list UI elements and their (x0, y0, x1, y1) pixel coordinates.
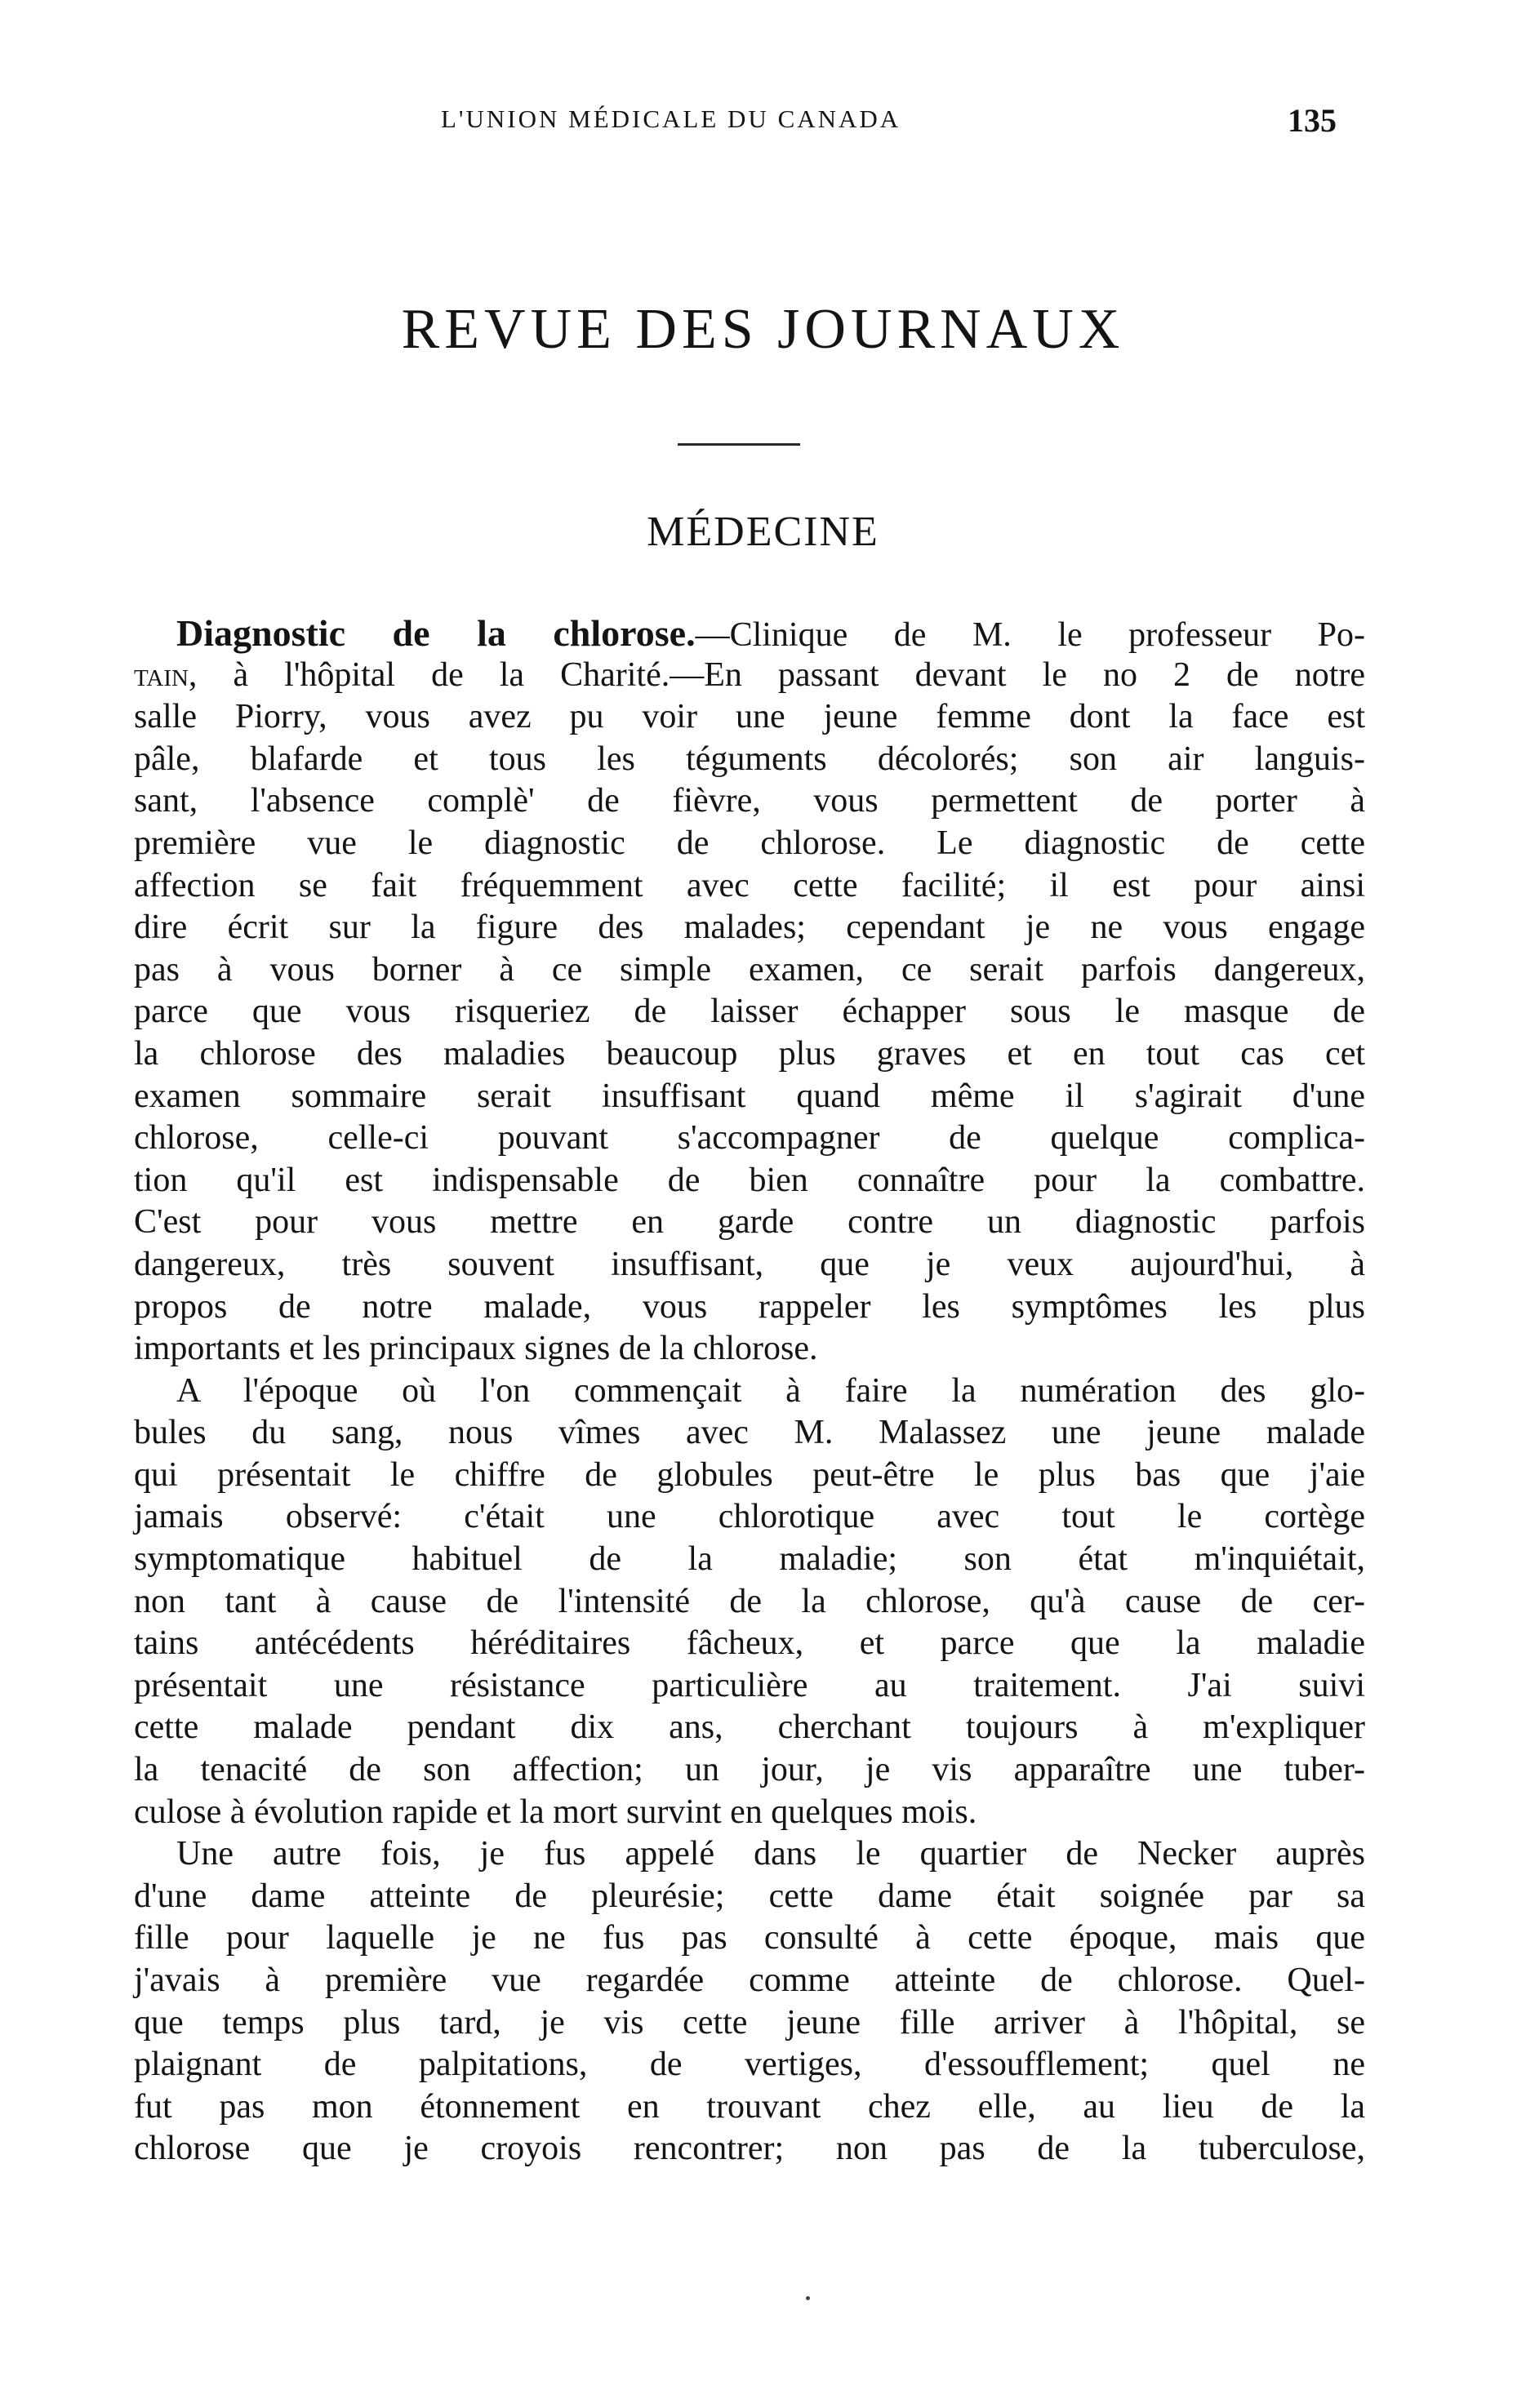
text-line: première vue le diagnostic de chlorose. Le diagnostic de cette (134, 824, 1365, 862)
text-line: tains antécédents héréditaires fâcheux, et parce que la maladie (134, 1624, 1365, 1663)
text-line: sant, l'absence complè' de fièvre, vous permettent de porter à (134, 782, 1365, 820)
text-line: Diagnostic de la chlorose.—Clinique de M. le professeur Po- (176, 612, 1366, 654)
text-line: parce que vous risqueriez de laisser échapper sous le masque de (134, 993, 1365, 1031)
text-line: la chlorose des maladies beaucoup plus graves et en tout cas cet (134, 1034, 1365, 1073)
subsection-title: MÉDECINE (647, 509, 879, 555)
text-line: Une autre fois, je fus appelé dans le quartier de Necker auprès (176, 1835, 1365, 1873)
text-line: présentait une résistance particulière au traitement. J'ai suivi (134, 1666, 1365, 1704)
title-rule (678, 443, 800, 446)
running-head (0, 104, 1526, 145)
text-line: examen sommaire serait insuffisant quand même il s'agirait d'une (134, 1077, 1365, 1115)
text-line: bules du sang, nous vîmes avec M. Malassez une jeune malade (134, 1414, 1365, 1452)
text-line: j'avais à première vue regardée comme atteinte de chlorose. Quel- (134, 1961, 1365, 1999)
text-line: importants et les principaux signes de la chlorose. (134, 1330, 818, 1368)
text-line: pâle, blafarde et tous les téguments décolorés; son air languis- (134, 740, 1365, 778)
text-line: symptomatique habituel de la maladie; son état m'inquiétait, (134, 1540, 1365, 1579)
text-line-segment: Po- (1317, 616, 1366, 654)
text-line: cette malade pendant dix ans, cherchant toujours à m'expliquer (134, 1708, 1365, 1747)
article-body (134, 612, 1365, 2170)
text-line (134, 655, 1365, 697)
text-line: qui présentait le chiffre de globules peut-être le plus bas que j'aie (134, 1455, 1365, 1494)
text-line: d'une dame atteinte de pleurésie; cette dame était soignée par sa (134, 1877, 1365, 1915)
text-line: plaignant de palpitations, de vertiges, d'essoufflement; quel ne (134, 2046, 1365, 2084)
running-title: L'UNION MÉDICALE DU CANADA (441, 104, 901, 133)
page-number: 135 (1288, 102, 1337, 139)
text-line: dangereux, très souvent insuffisant, que je veux aujourd'hui, à (134, 1245, 1365, 1283)
text-line: jamais observé: c'était une chlorotique avec tout le cortège (134, 1498, 1365, 1536)
author-name: tain, (134, 655, 198, 694)
ink-speck (806, 2296, 810, 2300)
text-line-segment: à l'hôpital de la Charité.—En passant devant le no 2 de notre (233, 655, 1365, 694)
text-line: C'est pour vous mettre en garde contre un diagnostic parfois (134, 1203, 1365, 1242)
text-line-segment: Clinique de M. le professeur (729, 616, 1272, 654)
text-line: A l'époque où l'on commençait à faire la numération des glo- (176, 1371, 1365, 1410)
text-line: non tant à cause de l'intensité de la chlorose, qu'à cause de cer- (134, 1582, 1365, 1620)
text-line: affection se fait fréquemment avec cette facilité; il est pour ainsi (134, 866, 1365, 904)
text-line: culose à évolution rapide et la mort survint en quelques mois. (134, 1793, 977, 1831)
text-line: dire écrit sur la figure des malades; cependant je ne vous engage (134, 909, 1365, 947)
article-heading: Diagnostic de la chlorose. (176, 612, 696, 654)
text-line: pas à vous borner à ce simple examen, ce serait parfois dangereux, (134, 950, 1365, 989)
text-line: que temps plus tard, je vis cette jeune fille arriver à l'hôpital, se (134, 2003, 1365, 2041)
section-title: REVUE DES JOURNAUX (401, 298, 1125, 361)
text-line: tion qu'il est indispensable de bien connaître pour la combattre. (134, 1161, 1365, 1199)
text-line: la tenacité de son affection; un jour, je vis apparaître une tuber- (134, 1751, 1365, 1789)
text-line: fut pas mon étonnement en trouvant chez elle, au lieu de la (134, 2087, 1365, 2126)
text-line: chlorose que je croyois rencontrer; non pas de la tuberculose, (134, 2130, 1365, 2168)
text-line: chlorose, celle-ci pouvant s'accompagner de quelque complica- (134, 1119, 1365, 1157)
text-line: fille pour laquelle je ne fus pas consulté à cette époque, mais que (134, 1919, 1365, 1957)
text-line: propos de notre malade, vous rappeler les symptômes les plus (134, 1287, 1365, 1326)
text-line: salle Piorry, vous avez pu voir une jeune femme dont la face est (134, 698, 1365, 736)
